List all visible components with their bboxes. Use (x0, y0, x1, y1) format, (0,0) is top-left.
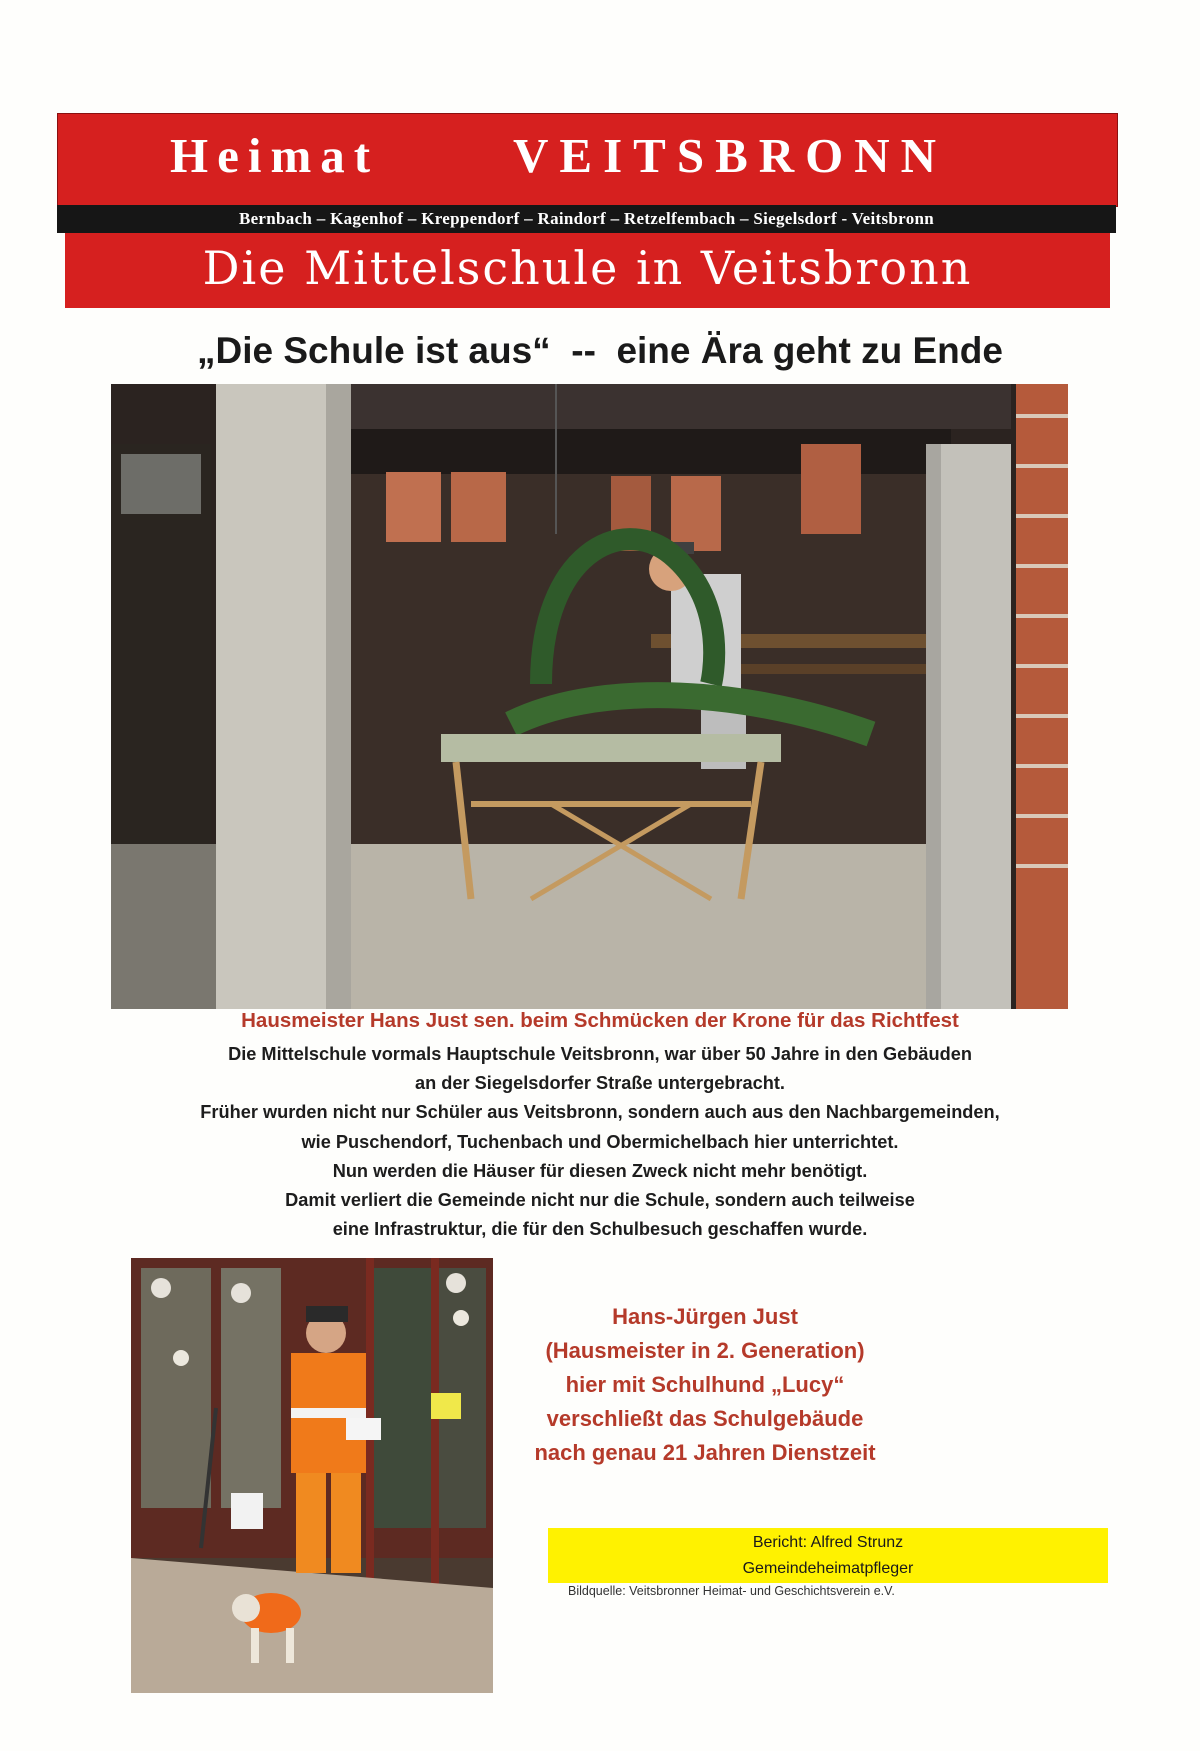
photo-source: Bildquelle: Veitsbronner Heimat- und Geschichtsverein e.V. (568, 1584, 895, 1598)
masthead-banner (57, 113, 1118, 207)
masthead-villages: Bernbach – Kagenhof – Kreppendorf – Raindorf – Retzelfembach – Siegelsdorf - Veitsbronn (57, 205, 1116, 233)
caption-line: (Hausmeister in 2. Generation) (545, 1338, 865, 1363)
article-headline: „Die Schule ist aus“ -- eine Ära geht zu Ende (197, 330, 1003, 371)
report-author: Bericht: Alfred Strunz (752, 1534, 904, 1551)
article-body (100, 1040, 1100, 1244)
report-credit (548, 1528, 1108, 1583)
caption-line: nach genau 21 Jahren Dienstzeit (534, 1440, 876, 1465)
section-title: Die Mittelschule in Veitsbronn (65, 233, 1110, 308)
body-line: Damit verliert die Gemeinde nicht nur die Schule, sondern auch teilweise (285, 1189, 915, 1210)
masthead-title-right: VEITSBRONN (513, 128, 948, 183)
caption-line: verschließt das Schulgebäude (546, 1406, 864, 1431)
photo-richtfest-caption: Hausmeister Hans Just sen. beim Schmücken der Krone für das Richtfest (241, 1009, 959, 1032)
body-line: an der Siegelsdorfer Straße untergebracht. (415, 1073, 785, 1094)
body-line: Nun werden die Häuser für diesen Zweck nicht mehr benötigt. (332, 1160, 868, 1181)
caption-line: Hans-Jürgen Just (612, 1304, 798, 1329)
caption-line: hier mit Schulhund „Lucy“ (565, 1372, 845, 1397)
photo-richtfest (111, 384, 1068, 1009)
body-line: eine Infrastruktur, die für den Schulbesuch geschaffen wurde. (332, 1219, 868, 1240)
report-author-role: Gemeindeheimatpfleger (742, 1560, 914, 1577)
body-line: Die Mittelschule vormals Hauptschule Veitsbronn, war über 50 Jahre in den Gebäuden (228, 1044, 972, 1064)
masthead-title-left: Heimat (170, 128, 380, 183)
photo-hausmeister-caption (505, 1300, 905, 1470)
body-line: wie Puschendorf, Tuchenbach und Obermichelbach hier unterrichtet. (301, 1131, 899, 1152)
body-line: Früher wurden nicht nur Schüler aus Veitsbronn, sondern auch aus den Nachbargemeinden, (200, 1102, 1000, 1123)
photo-hausmeister (131, 1258, 493, 1693)
